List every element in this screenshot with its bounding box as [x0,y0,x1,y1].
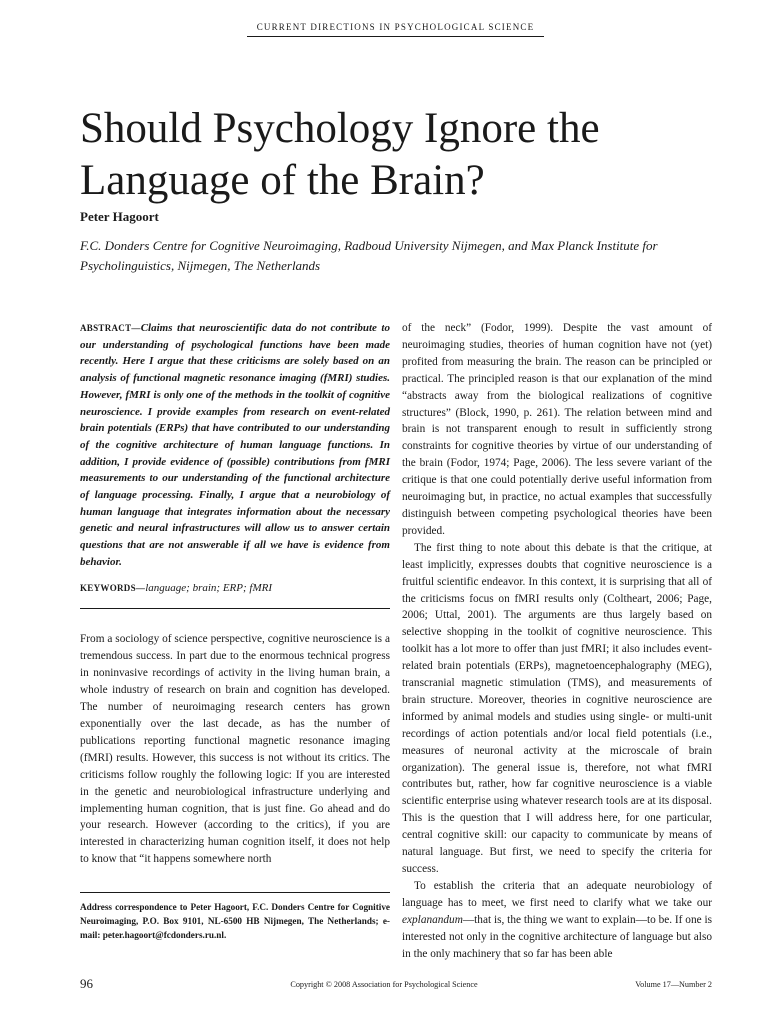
body-paragraph [402,878,712,963]
body-paragraph: of the neck” (Fodor, 1999). Despite the vast amount of neuroimaging studies, theories of human cognition have not (yet) profited from measuring the brain. The reason can be principled or practical. The principled reason is that our explanation of the mind “abstracts away from the biological realizations of cognitive structures” (Block, 1990, p. 261). The relation between mind and brain is not transparent enough to result in sufficiently strong constraints for cognitive theories by virtue of our understanding of the brain (Fodor, 1974; Page, 2006). The less severe variant of the critique is that one could potentially derive useful information from neuroimaging but, in practice, no actual examples that successfully distinguish between competing psychological theories have been provided. [402,322,712,537]
correspondence-footnote: Address correspondence to Peter Hagoort, F.C. Donders Centre for Cognitive Neuroimaging, P.O. Box 9101, NL-6500 HB Nijmegen, The Netherlands; e-mail: peter.hagoort@fcdonders.ru.nl. [80,892,390,942]
author-affiliation: F.C. Donders Centre for Cognitive Neuroimaging, Radboud University Nijmegen, and Max Planck Institute for Psycholinguistics, Nijmegen, The Netherlands [80,238,658,273]
explanandum-term: explanandum [402,913,463,926]
keywords-label: KEYWORDS— [80,582,146,593]
copyright-notice: Copyright © 2008 Association for Psychological Science [290,980,478,989]
page-number: 96 [80,976,93,991]
left-column [80,320,390,868]
author-name: Peter Hagoort [80,209,159,224]
header-rule [247,36,544,37]
volume-info: Volume 17—Number 2 [635,980,712,989]
abstract-divider [80,608,390,609]
body-paragraph: From a sociology of science perspective, cognitive neuroscience is a tremendous success. In part due to the enormous technical progress in noninvasive recordings of activity in the living human brain, a whole industry of research on brain and cognition has developed. The number of neuroimaging research centers has grown exponentially over the last decade, as has the number of publications reporting functional magnetic resonance imaging (fMRI) results. However, this success is not without its critics. The criticisms follow roughly the following logic: If you are interested in the genetic and neurobiological infrastructure underlying and implementing human cognition, that is just fine. Go ahead and do your research. However (according to the critics), if you are interested in characterizing human cognition itself, it does not help to know that “it happens somewhere north [80,633,390,866]
abstract-text: Claims that neuroscientific data do not contribute to our understanding of psychological functions have been made recently. Here I argue that these criticisms are solely based on an analysis of functional magnetic resonance imaging (fMRI) studies. However, fMRI is only one of the methods in the toolkit of cognitive neuroscience. I provide examples from research on event-related brain potentials (ERPs) that have contributed to our understanding of the cognitive architecture of human language functions. In addition, I provide evidence of (possible) contributions from fMRI measurements to our understanding of the functional architecture of language processing. Finally, I argue that a neurobiology of human language that integrates information about the necessary genetic and neural infrastructures will allow us to answer certain questions that are not answerable if all we have is evidence from behavior. [80,322,390,568]
article-title: Should Psychology Ignore the Language of the Brain? [80,105,600,204]
journal-header [247,22,544,34]
abstract-label: ABSTRACT— [80,323,141,333]
keywords-text: language; brain; ERP; fMRI [145,581,272,594]
body-paragraph-text: To establish the criteria that an adequate neurobiology of language has to meet, we first need to clarify what we take our [402,879,712,909]
right-column [402,320,712,962]
body-paragraph-text: —that is, the thing we want to explain—to be. If one is interested not only in the cognitive architecture of language but also in the only machinery that so far has been able [402,913,712,960]
keywords [80,580,390,597]
journal-name: CURRENT DIRECTIONS IN PSYCHOLOGICAL SCIENCE [256,22,535,32]
abstract [80,320,390,571]
body-paragraph: The first thing to note about this debate is that the critique, at least implicitly, expresses doubts that cognitive neuroscience is a fruitful scientific endeavor. In this context, it is surprising that all of the criticisms focus on fMRI results only (Coltheart, 2006; Page, 2006; Uttal, 2001). The arguments are thus largely based on selective shopping in the toolkit of cognitive neuroscience. This toolkit has a lot more to offer than just fMRI; it also includes event-related brain potentials (ERPs), magnetoencephalography (MEG), transcranial magnetic stimulation (TMS), and measurements of brain structure. Moreover, theories in cognitive neuroscience are informed by animal models and studies using single- or multi-unit recordings of action potentials and/or local field potentials (i.e., measures of neuronal activity at the microscale of brain organization). The general issue is, therefore, not what fMRI contributes but, rather, how far cognitive neuroscience is a viable scientific enterprise using whatever research tools are at its disposal. This is the question that I will address here, for one particular, central cognitive skill: our capacity to communicate by means of natural language. But first, we need to specify the criteria for success. [402,541,712,875]
